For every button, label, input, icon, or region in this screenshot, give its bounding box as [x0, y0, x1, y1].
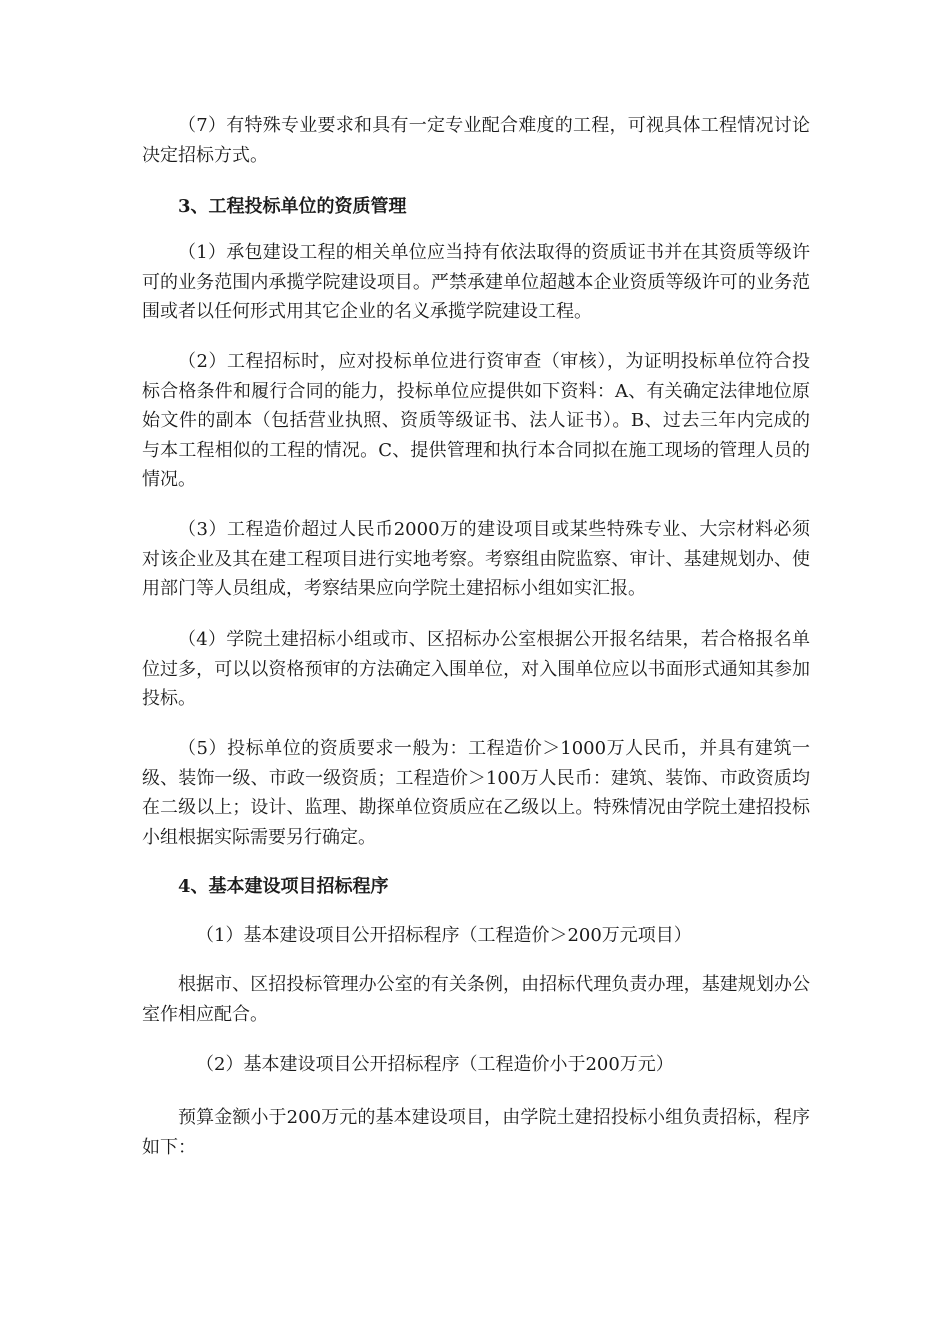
paragraph-procedure-1: 根据市、区招投标管理办公室的有关条例，由招标代理负责办理，基建规划办公室作相应配合。	[142, 974, 810, 1025]
paragraph-procedure-2: 预算金额小于200万元的基本建设项目，由学院土建招投标小组负责招标，程序如下：	[142, 1107, 810, 1158]
paragraph-qualification-1: （1）承包建设工程的相关单位应当持有依法取得的资质证书并在其资质等级许可的业务范围内承揽学院建设项目。严禁承建单位超越本企业资质等级许可的业务范围或者以任何形式用其它企业的名义承揽学院建设工程。	[142, 242, 810, 322]
paragraph-qualification-4: （4）学院土建招标小组或市、区招标办公室根据公开报名结果，若合格报名单位过多，可以以资格预审的方法确定入围单位，对入围单位应以书面形式通知其参加投标。	[142, 629, 810, 709]
section-heading-3: 3、工程投标单位的资质管理	[178, 196, 407, 217]
paragraph-qualification-5: （5）投标单位的资质要求一般为：工程造价＞1000万人民币，并具有建筑一级、装饰一级、市政一级资质；工程造价＞100万人民币：建筑、装饰、市政资质均在二级以上；设计、监理、勘探单位资质应在乙级以上。特殊情况由学院土建招投标小组根据实际需要另行确定。	[142, 738, 810, 848]
paragraph-qualification-2: （2）工程招标时，应对投标单位进行资审查（审核），为证明投标单位符合投标合格条件和履行合同的能力，投标单位应提供如下资料：A、有关确定法律地位原始文件的副本（包括营业执照、资质等级证书、法人证书）。B、过去三年内完成的与本工程相似的工程的情况。C、提供管理和执行本合同拟在施工现场的管理人员的情况。	[142, 351, 810, 490]
section-heading-4: 4、基本建设项目招标程序	[178, 876, 389, 897]
paragraph-qualification-3: （3）工程造价超过人民币2000万的建设项目或某些特殊专业、大宗材料必须对该企业及其在建工程项目进行实地考察。考察组由院监察、审计、基建规划办、使用部门等人员组成，考察结果应向学院土建招标小组如实汇报。	[142, 519, 810, 599]
paragraph-item-7: （7）有特殊专业要求和具有一定专业配合难度的工程，可视具体工程情况讨论决定招标方式。	[142, 115, 810, 166]
subsection-heading-1: （1）基本建设项目公开招标程序（工程造价＞200万元项目）	[196, 925, 692, 946]
subsection-heading-2: （2）基本建设项目公开招标程序（工程造价小于200万元）	[196, 1054, 674, 1075]
